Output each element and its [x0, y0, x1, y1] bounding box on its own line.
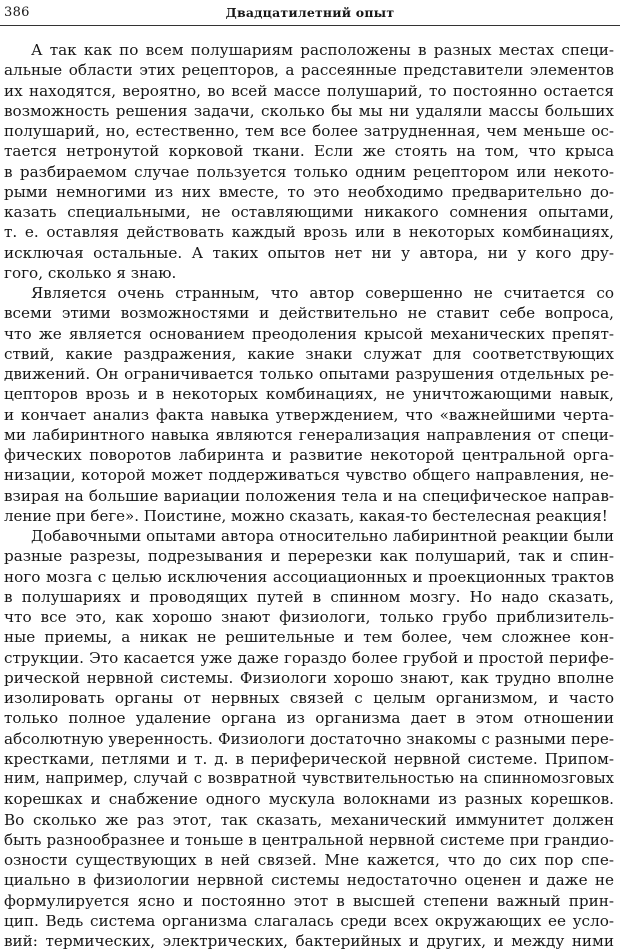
text-line: и кончает анализ факта навыка утверждением, что «важнейшими черта-: [4, 405, 614, 424]
text-line: исключая остальные. А таких опытов нет ни у автора, ни у кого дру-: [4, 243, 614, 262]
text-line: быть разнообразнее и тоньше в центральной нервной системе при грандио-: [4, 830, 614, 849]
page-number: 386: [4, 5, 30, 20]
text-line: струкции. Это касается уже даже гораздо более грубой и простой перифе-: [4, 648, 614, 667]
text-line: в разбираемом случае пользуется только одним рецептором или некото-: [4, 162, 614, 181]
paragraph: [4, 526, 614, 951]
paragraph: [4, 283, 614, 526]
text-line: что все это, как хорошо знают физиологи, только грубо приблизитель-: [4, 608, 614, 626]
text-line: Во сколько же раз этот, так сказать, механический иммунитет должен: [4, 810, 614, 829]
header-rule: [0, 25, 620, 26]
text-line: Является очень странным, что автор совершенно не считается со: [31, 284, 614, 302]
body-text: [4, 40, 614, 951]
text-line: ним, например, случай с возвратной чувствительностью на спинномозговых: [4, 770, 614, 787]
text-line: ного мозга с целью исключения ассоциационных и проекционных трактов: [4, 567, 614, 586]
text-line: рической нервной системы. Физиологи хорошо знают, как трудно вполне: [4, 668, 614, 687]
text-line: движений. Он ограничивается только опытами разрушения отдельных ре-: [4, 365, 614, 383]
text-line: корешках и снабжение одного мускула волокнами из разных корешков.: [4, 790, 614, 809]
text-line: абсолютную уверенность. Физиологи достаточно знакомы с разными пере-: [4, 729, 614, 748]
text-line: полушарий, но, естественно, тем все более затрудненная, чем меньше ос-: [4, 122, 614, 140]
text-line: А так как по всем полушариям расположены в разных местах специ-: [31, 41, 614, 59]
text-line: вий: термических, электрических, бактерийных и других, и между ними: [4, 932, 614, 950]
text-line: озности существующих в ней связей. Мне кажется, что до сих пор спе-: [4, 851, 614, 869]
running-head: Двадцатилетний опыт: [225, 5, 395, 20]
text-line: в полушариях и проводящих путей в спинном мозгу. Но надо сказать,: [4, 587, 614, 606]
text-line: ствий, какие раздражения, какие знаки служат для соответствующих: [4, 344, 614, 363]
text-line: возможность решения задачи, сколько бы мы ни удаляли массы больших: [4, 101, 614, 120]
text-line: гого, сколько я знаю.: [4, 263, 177, 282]
text-line: тается нетронутой корковой ткани. Если же стоять на том, что крыса: [4, 142, 614, 161]
text-line: т. е. оставляя действовать каждый врозь или в некоторых комбинациях,: [4, 223, 614, 242]
text-line: ми лабиринтного навыка являются генерализация направления от специ-: [4, 425, 614, 444]
text-line: циально в физиологии нервной системы недостаточно оценен и даже не: [4, 871, 614, 890]
text-line: разные разрезы, подрезывания и перерезки как полушарий, так и спин-: [4, 547, 614, 566]
text-line: ные приемы, а никак не решительные и тем более, чем сложнее кон-: [4, 628, 614, 647]
text-line: Добавочными опытами автора относительно лабиринтной реакции были: [31, 527, 614, 545]
text-line: только полное удаление органа из организма дает в этом отношении: [4, 709, 614, 728]
text-line: цип. Ведь система организма слагалась среди всех окружающих ее усло-: [4, 911, 614, 930]
text-line: изолировать органы от нервных связей с целым организмом, и часто: [4, 689, 614, 707]
text-line: ление при беге». Поистине, можно сказать, какая-то бестелесная реакция!: [4, 506, 608, 525]
text-line: низации, которой может поддерживаться чувство общего направления, не-: [4, 466, 614, 485]
text-line: альные области этих рецепторов, а рассеянные представители элементов: [4, 61, 614, 80]
text-line: взирая на большие вариации положения тела и на специфическое направ-: [4, 486, 614, 505]
text-line: фических поворотов лабиринта и развитие некоторой центральной орга-: [4, 446, 614, 464]
paragraph: [4, 40, 614, 283]
text-line: казать специальными, не оставляющими никакого сомнения опытами,: [4, 203, 614, 221]
text-line: цепторов врозь и в некоторых комбинациях, не уничтожающими навык,: [4, 385, 614, 404]
text-line: что же является основанием преодоления крысой механических препят-: [4, 324, 614, 343]
text-line: рыми немногими из них вместе, то это необходимо предварительно до-: [4, 182, 614, 201]
text-line: всеми этими возможностями и действительно не ставит себе вопроса,: [4, 304, 614, 323]
text-line: крестками, петлями и т. д. в периферической нервной системе. Припом-: [4, 749, 614, 768]
text-line: их находятся, вероятно, во всей массе полушарий, то постоянно остается: [4, 81, 614, 100]
page-header: [0, 0, 620, 30]
text-line: формулируется ясно и постоянно этот в высшей степени важный прин-: [4, 891, 614, 910]
